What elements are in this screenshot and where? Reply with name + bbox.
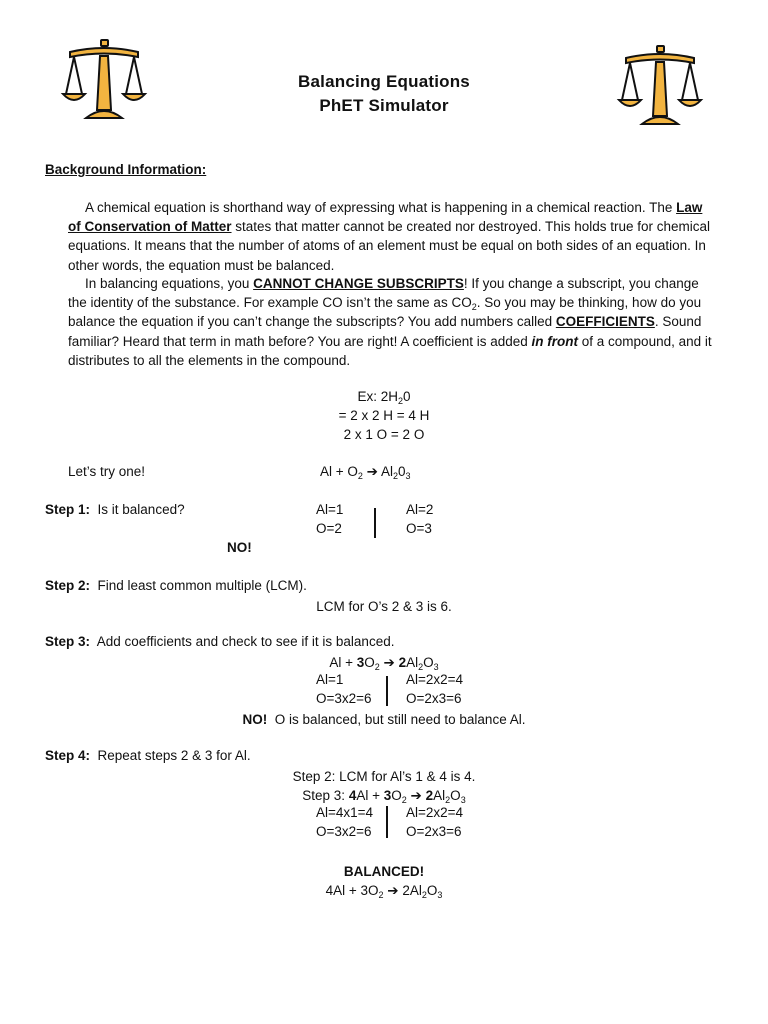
step4-substep3: Step 3: $4Al + 3O_2$ ➔ $2Al_2O_3$ xyxy=(302,788,466,805)
step3-result: NO! O is balanced, but still need to balance Al. xyxy=(242,712,526,727)
in-front-term: in front xyxy=(531,333,579,349)
step3-divider xyxy=(386,676,388,706)
step1-right-2: O=3 xyxy=(406,521,432,536)
try-one-label: Let’s try one! xyxy=(68,464,146,479)
final-equation: $4Al + 3O_2$ ➔ $2Al_2O_3$ xyxy=(325,883,443,900)
example-line-3: 2 x 1 O = 2 O xyxy=(343,427,425,442)
step3-right-1: Al=2x2=4 xyxy=(406,672,464,687)
step3-left-1: Al=1 xyxy=(316,672,344,687)
title-line-2: PhET Simulator xyxy=(319,96,449,115)
step4-left-2: O=3x2=6 xyxy=(316,824,372,839)
step1-left-2: O=2 xyxy=(316,521,342,536)
step1-left-1: Al=1 xyxy=(316,502,344,517)
step3-row: Step 3: Add coefficients and check to see if it is balanced. xyxy=(45,634,395,649)
background-heading: Background Information: xyxy=(45,162,207,177)
paragraph-subscripts: In balancing equations, you CANNOT CHANGE SUBSCRIPTS! If you change a subscript, you change the identity of the substance. For example CO isn’t the same as $CO_2$. So you may be thinking, how do you balance the equation if you can’t change the subscripts? You add numbers called COEFFICIENTS. Sound familiar? Heard that term in math before? You are right! A coefficient is added in front of a compound, and it distributes to all the elements in the compound. xyxy=(68,276,712,368)
paragraph-conservation: A chemical equation is shorthand way of expressing what is happening in a chemical reaction. The Law of Conservation of Matter states that matter cannot be created nor destroyed. This holds true for chemical equations. It means that the number of atoms of an element must be equal on both sides of an equation. In other words, the equation must be balanced. xyxy=(68,200,711,273)
step4-row: Step 4: Repeat steps 2 & 3 for Al. xyxy=(45,748,251,763)
step3-right-2: O=2x3=6 xyxy=(406,691,462,706)
coefficients-term: COEFFICIENTS xyxy=(555,314,655,330)
step4-substep2: Step 2: LCM for Al’s 1 & 4 is 4. xyxy=(292,769,476,784)
step1-result: NO! xyxy=(227,540,252,555)
example-line-1: Ex: $2H_20$ xyxy=(357,389,411,406)
step4-divider xyxy=(386,806,388,838)
example-line-2: = 2 x 2 H = 4 H xyxy=(338,408,430,423)
step2-lcm: LCM for O’s 2 & 3 is 6. xyxy=(316,599,452,614)
step4-left-1: Al=4x1=4 xyxy=(316,805,374,820)
title-line-1: Balancing Equations xyxy=(298,72,470,91)
step4-right-2: O=2x3=6 xyxy=(406,824,462,839)
cannot-change-term: CANNOT CHANGE SUBSCRIPTS xyxy=(253,276,464,291)
law-term: Law of Conservation of Matter xyxy=(68,200,703,235)
step1-divider xyxy=(374,508,376,538)
step1-row: Step 1: Is it balanced? xyxy=(45,502,185,517)
step3-equation: $Al + 3O_2$ ➔ $2Al_2O_3$ xyxy=(329,655,439,672)
try-one-equation: $Al + O_2$ ➔ $Al_20_3$ xyxy=(320,464,411,481)
step3-left-2: O=3x2=6 xyxy=(316,691,372,706)
step2-row: Step 2: Find least common multiple (LCM). xyxy=(45,578,307,593)
balanced-label: BALANCED! xyxy=(343,864,425,879)
step4-right-1: Al=2x2=4 xyxy=(406,805,464,820)
step1-right-1: Al=2 xyxy=(406,502,434,517)
